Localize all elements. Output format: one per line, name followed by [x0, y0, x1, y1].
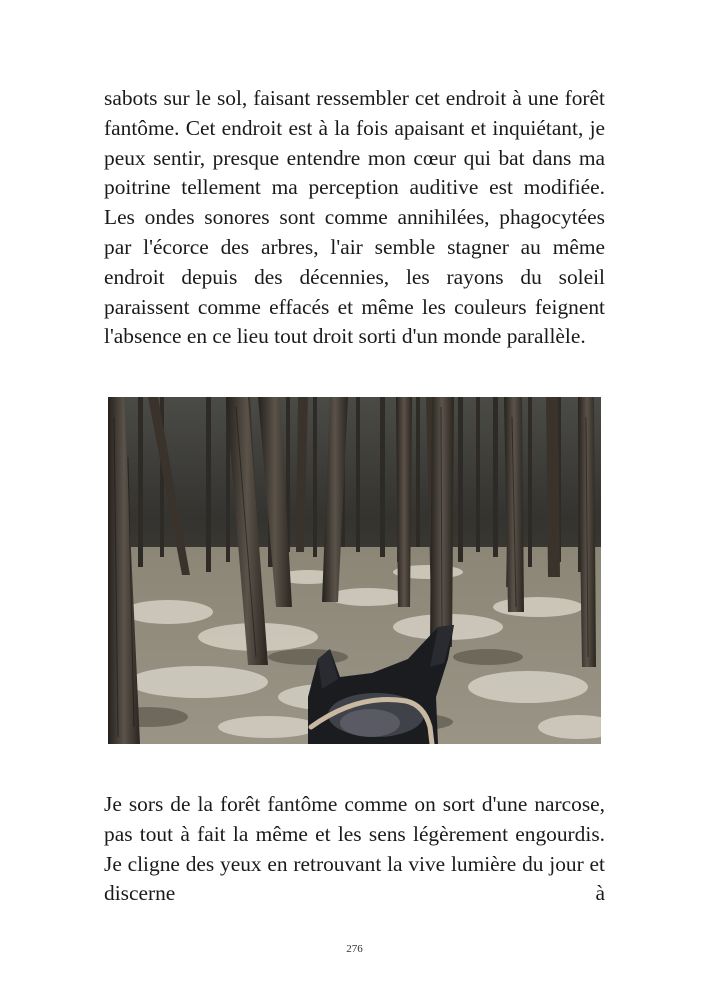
- page-number: 276: [346, 943, 363, 955]
- body-paragraph-1: sabots sur le sol, faisant ressembler cet endroit à une forêt fantôme. Cet endroit est à la fois apaisant et inquiétant, je peux sentir, presque entendre mon cœur qui bat dans ma poitrine tellement ma perception auditive est modifiée. Les ondes sonores sont comme annihilées, phagocytées par l'écorce des arbres, l'air semble stagner au même endroit depuis des décennies, les rayons du soleil paraissent comme effacés et même les couleurs feignent l'absence en ce lieu tout droit sorti d'un monde parallèle.: [104, 86, 605, 349]
- forest-photo: [108, 397, 601, 744]
- body-paragraph-2: Je sors de la forêt fantôme comme on sort d'une narcose, pas tout à fait la même et les sens légèrement engourdis. Je cligne des yeux en retrouvant la vive lumière du jour et discerne à: [104, 792, 605, 906]
